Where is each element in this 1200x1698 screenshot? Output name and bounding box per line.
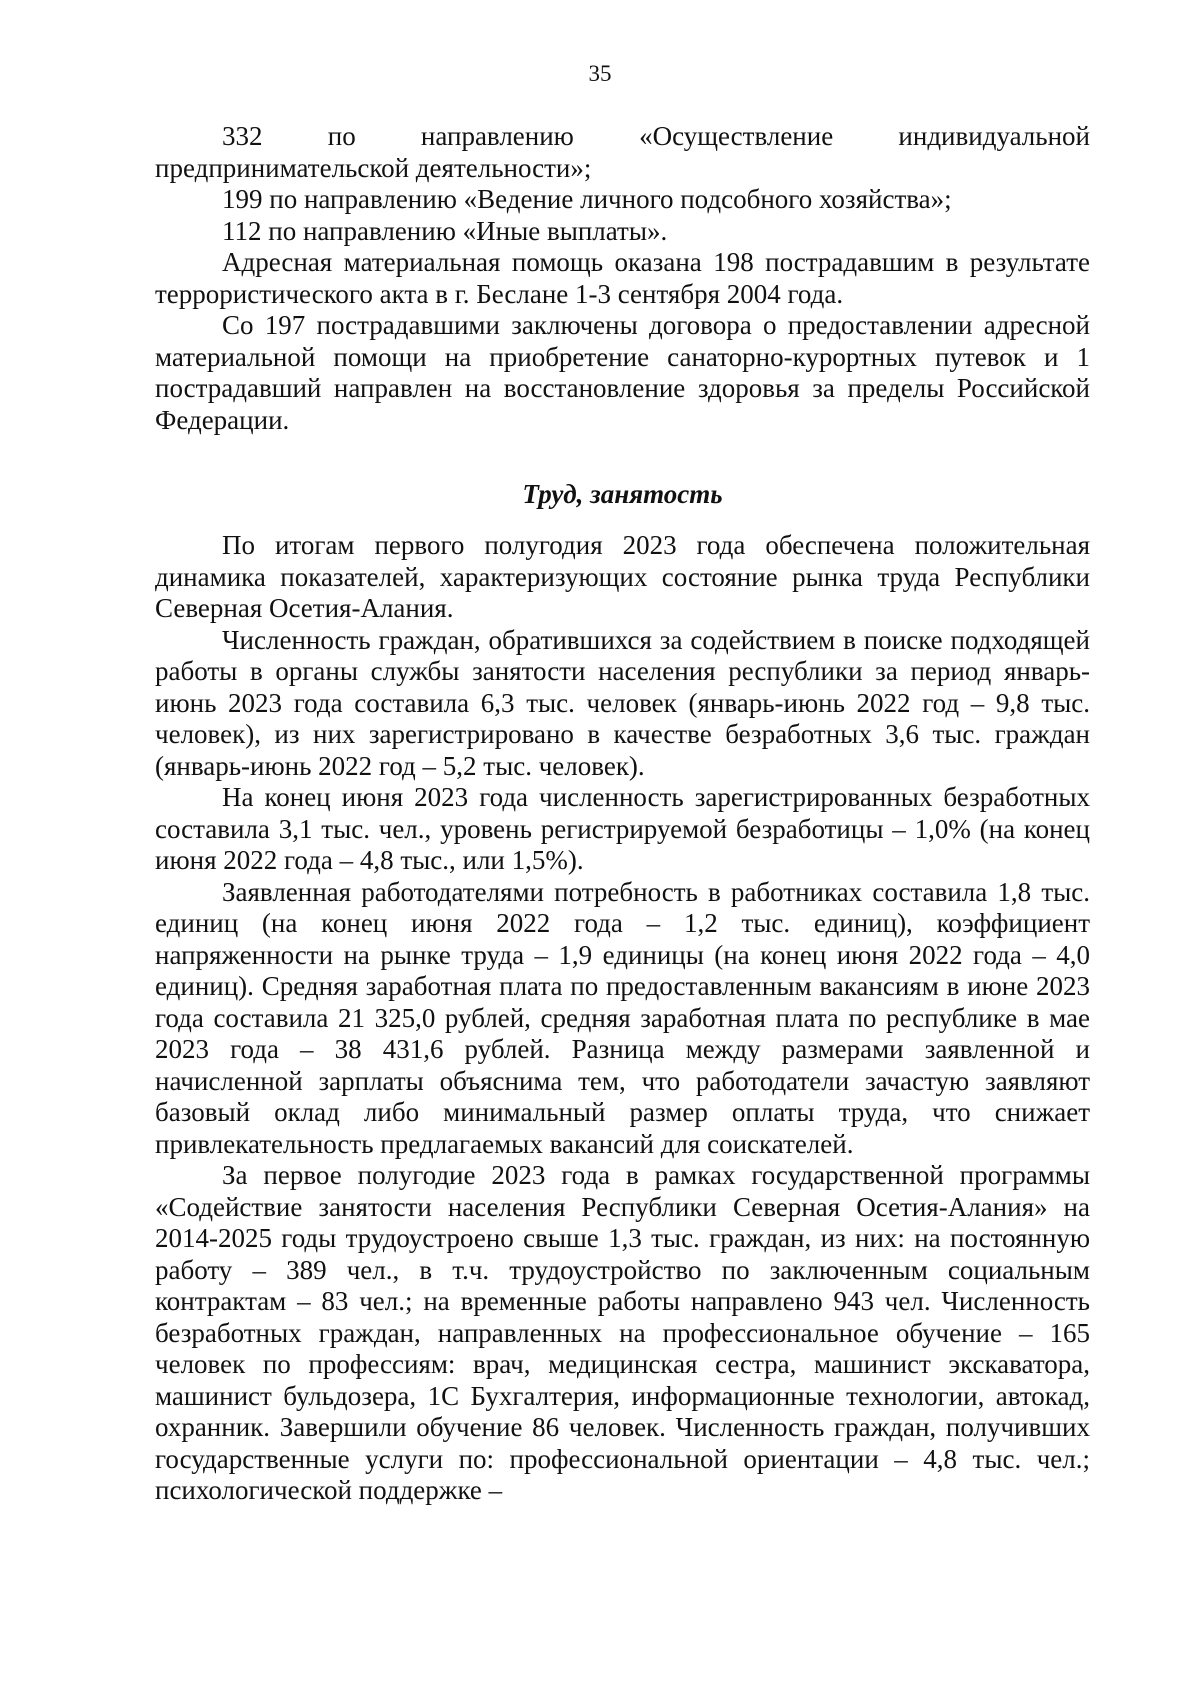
section-heading: Труд, занятость bbox=[522, 479, 723, 509]
page-number: 35 bbox=[588, 61, 612, 86]
paragraph: На конец июня 2023 года численность зарегистрированных безработных составила 3,1 тыс. чел., уровень регистрируемой безработицы – 1,0% (на конец июня 2022 года – 4,8 тыс., или 1,5%). bbox=[155, 782, 1090, 875]
paragraph: Численность граждан, обратившихся за содействием в поиске подходящей работы в органы службы занятости населения республики за период январь-июнь 2023 года составила 6,3 тыс. человек (январь-июнь 2022 год – 9,8 тыс. человек), из них зарегистрировано в качестве безработных 3,6 тыс. граждан (январь-июнь 2022 год – 5,2 тыс. человек). bbox=[155, 624, 1090, 781]
paragraph: Адресная материальная помощь оказана 198 пострадавшим в результате террористического акта в г. Беслане 1-3 сентября 2004 года. bbox=[155, 247, 1090, 309]
paragraph: 112 по направлению «Иные выплаты». bbox=[222, 215, 668, 246]
text-block-assistance bbox=[155, 121, 1090, 436]
paragraph: 332 по направлению «Осуществление индивидуальной предпринимательской деятельности»; bbox=[155, 121, 1090, 183]
paragraph: За первое полугодие 2023 года в рамках государственной программы «Содействие занятости населения Республики Северная Осетия-Алания» на 2014-2025 годы трудоустроено свыше 1,3 тыс. граждан, из них: на постоянную работу – 389 чел., в т.ч. трудоустройство по заключенным социальным контрактам – 83 чел.; на временные работы направлено 943 чел. Численность безработных граждан, направленных на профессиональное обучение – 165 человек по профессиям: врач, медицинская сестра, машинист экскаватора, машинист бульдозера, 1С Бухгалтерия, информационные технологии, автокад, охранник. Завершили обучение 86 человек. Численность граждан, получивших государственные услуги по: профессиональной ориентации – 4,8 тыс. чел.; психологической поддержке – bbox=[155, 1160, 1090, 1505]
text-block-employment bbox=[155, 530, 1090, 1507]
paragraph: По итогам первого полугодия 2023 года обеспечена положительная динамика показателей, характеризующих состояние рынка труда Республики Северная Осетия-Алания. bbox=[155, 530, 1090, 623]
paragraph: Заявленная работодателями потребность в работниках составила 1,8 тыс. единиц (на конец июня 2022 года – 1,2 тыс. единиц), коэффициент напряженности на рынке труда – 1,9 единицы (на конец июня 2022 года – 4,0 единиц). Средняя заработная плата по предоставленным вакансиям в июне 2023 года составила 21 325,0 рублей, средняя заработная плата по республике в мае 2023 года – 38 431,6 рублей. Разница между размерами заявленной и начисленной зарплаты объяснима тем, что работодатели зачастую заявляют базовый оклад либо минимальный размер оплаты труда, что снижает привлекательность предлагаемых вакансий для соискателей. bbox=[155, 876, 1090, 1159]
paragraph: 199 по направлению «Ведение личного подсобного хозяйства»; bbox=[222, 184, 952, 214]
paragraph: Со 197 пострадавшими заключены договора о предоставлении адресной материальной помощи на приобретение санаторно-курортных путевок и 1 пострадавший направлен на восстановление здоровья за пределы Российской Федерации. bbox=[155, 310, 1090, 435]
